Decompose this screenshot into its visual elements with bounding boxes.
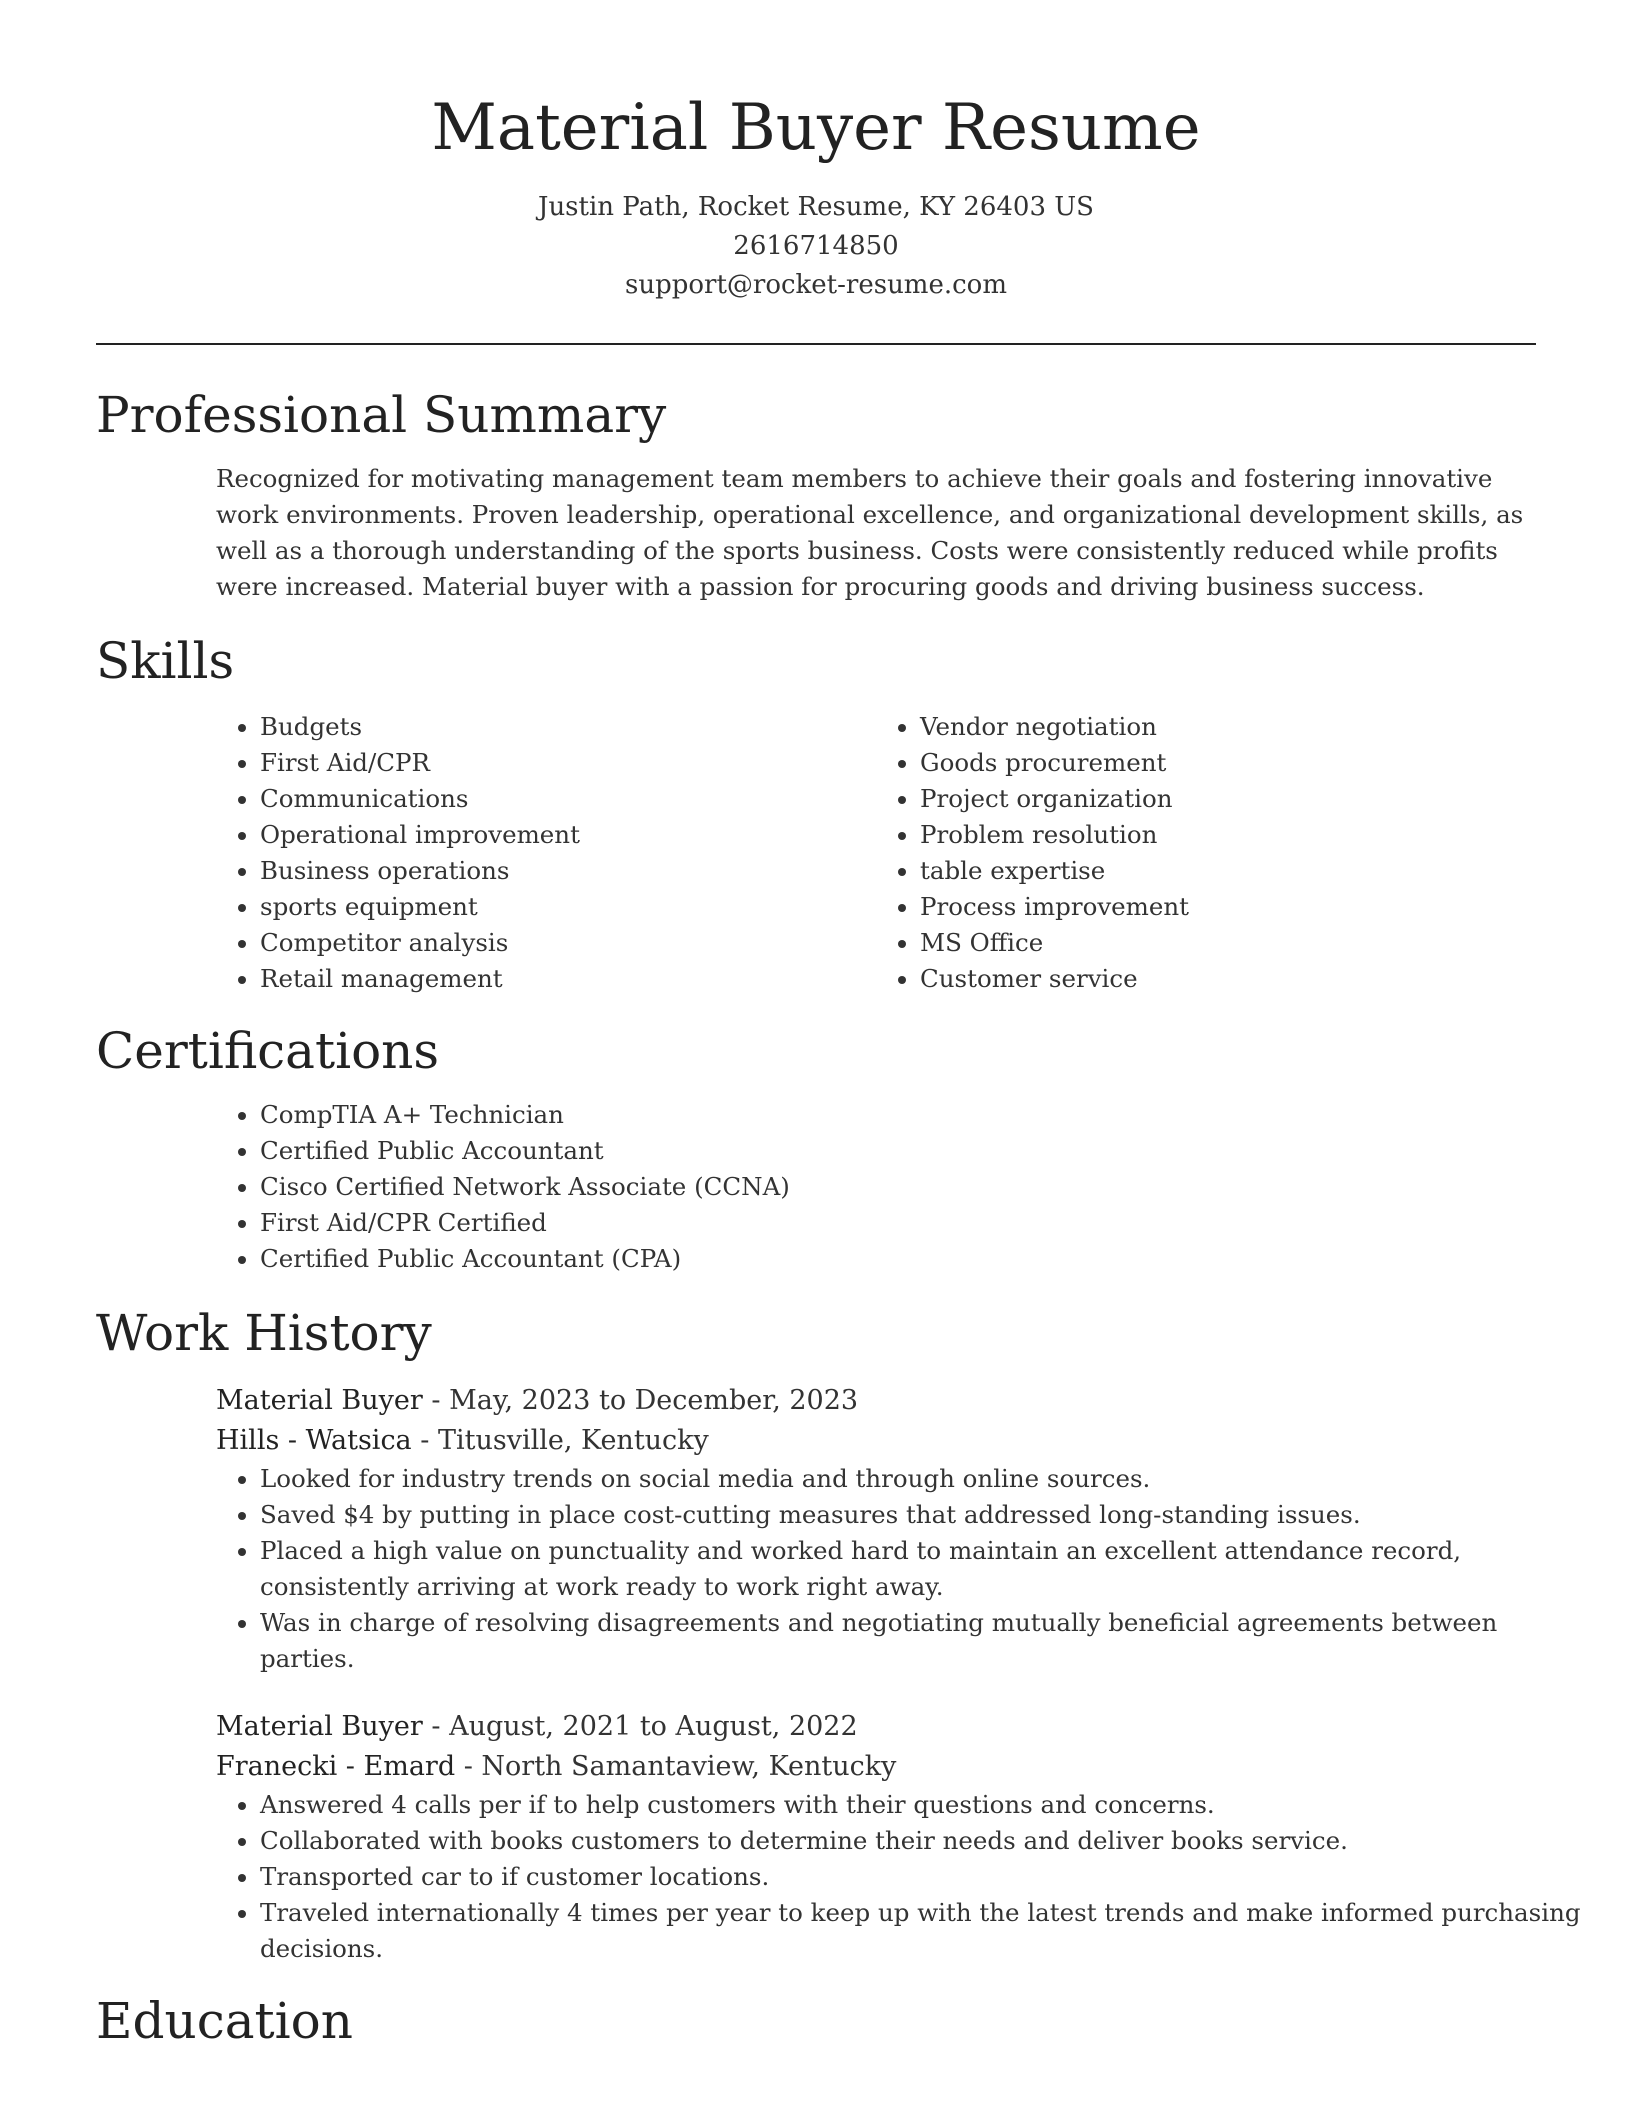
job-role-line (216, 1381, 1536, 1421)
skill-item: • sports equipment (260, 889, 876, 925)
skill-item: • Customer service (920, 961, 1536, 997)
certifications-list (216, 1097, 1536, 1277)
job-company: Franecki - Emard (216, 1751, 456, 1782)
job-bullet: • Collaborated with books customers to determine their needs and deliver books service. (260, 1823, 1590, 1859)
certifications-heading: Certifications (96, 1022, 440, 1080)
work-history-block (216, 1381, 1581, 1967)
summary-text: Recognized for motivating management team members to achieve their goals and fostering innovative work environments. Proven leadership, operational excellence, and organizational development skills, as well as a thorough understanding of the sports business. Costs were consistently reduced while profits were increased. Material buyer with a passion for procuring goods and driving business success. (216, 464, 1524, 601)
summary-heading: Professional Summary (96, 386, 667, 444)
skill-item: • Competitor analysis (260, 925, 876, 961)
job-role: Material Buyer (216, 1385, 423, 1416)
job-location: - North Samantaview, Kentucky (455, 1751, 897, 1782)
job-bullet: • Looked for industry trends on social media and through online sources. (260, 1461, 1590, 1497)
job-bullet: • Answered 4 calls per if to help customers with their questions and concerns. (260, 1787, 1590, 1823)
certification-item: • First Aid/CPR Certified (260, 1205, 1536, 1241)
job-dates: - May, 2023 to December, 2023 (422, 1385, 859, 1416)
skills-list-left (216, 709, 876, 997)
skill-item: • Budgets (260, 709, 876, 745)
job-bullet: • Saved $4 by putting in place cost-cutting measures that addressed long-standing issues. (260, 1497, 1590, 1533)
skill-item: • Process improvement (920, 889, 1536, 925)
education-heading: Education (96, 1992, 353, 2050)
job-bullet-list (216, 1461, 1590, 1677)
certifications-block (216, 1097, 1536, 1277)
resume-header (96, 0, 1536, 305)
certification-item: • Certified Public Accountant (CPA) (260, 1241, 1536, 1277)
skill-item: • Problem resolution (920, 817, 1536, 853)
job-bullet: • Placed a high value on punctuality and worked hard to maintain an excellent attendance record, consistently arriving at work ready to work right away. (260, 1533, 1590, 1605)
skill-item: • Vendor negotiation (920, 709, 1536, 745)
skills-list-right (876, 709, 1536, 997)
job-entry (216, 1707, 1581, 1967)
contact-phone: 2616714850 (733, 231, 899, 261)
job-company-line (216, 1421, 1536, 1461)
job-bullet: • Was in charge of resolving disagreements and negotiating mutually beneficial agreements between parties. (260, 1605, 1590, 1677)
certification-item: • Certified Public Accountant (260, 1133, 1536, 1169)
contact-email: support@rocket-resume.com (624, 270, 1007, 300)
job-bullet: • Traveled internationally 4 times per year to keep up with the latest trends and make informed purchasing decisions. (260, 1895, 1590, 1967)
skill-item: • Communications (260, 781, 876, 817)
job-dates: - August, 2021 to August, 2022 (422, 1711, 858, 1742)
job-role: Material Buyer (216, 1711, 423, 1742)
contact-address: Justin Path, Rocket Resume, KY 26403 US (538, 192, 1094, 222)
certification-item: • Cisco Certified Network Associate (CCNA) (260, 1169, 1536, 1205)
job-company: Hills - Watsica (216, 1425, 412, 1456)
job-entry (216, 1381, 1536, 1677)
skill-item: • Retail management (260, 961, 876, 997)
skill-item: • Goods procurement (920, 745, 1536, 781)
resume-title: Material Buyer Resume (431, 91, 1201, 165)
header-divider (96, 343, 1536, 345)
certification-item: • CompTIA A+ Technician (260, 1097, 1536, 1133)
job-company-line (216, 1747, 1536, 1787)
job-bullet: • Transported car to if customer locations. (260, 1859, 1590, 1895)
contact-block (96, 188, 1536, 305)
skill-item: • Operational improvement (260, 817, 876, 853)
skills-grid (216, 709, 1536, 997)
work-history-heading: Work History (96, 1304, 432, 1362)
skill-item: • MS Office (920, 925, 1536, 961)
job-bullet-list (216, 1787, 1590, 1967)
skill-item: • Business operations (260, 853, 876, 889)
skill-item: • First Aid/CPR (260, 745, 876, 781)
skill-item: • table expertise (920, 853, 1536, 889)
job-role-line (216, 1707, 1536, 1747)
resume-page (96, 0, 1581, 2051)
job-location: - Titusville, Kentucky (411, 1425, 709, 1456)
skill-item: • Project organization (920, 781, 1536, 817)
skills-heading: Skills (96, 632, 235, 690)
